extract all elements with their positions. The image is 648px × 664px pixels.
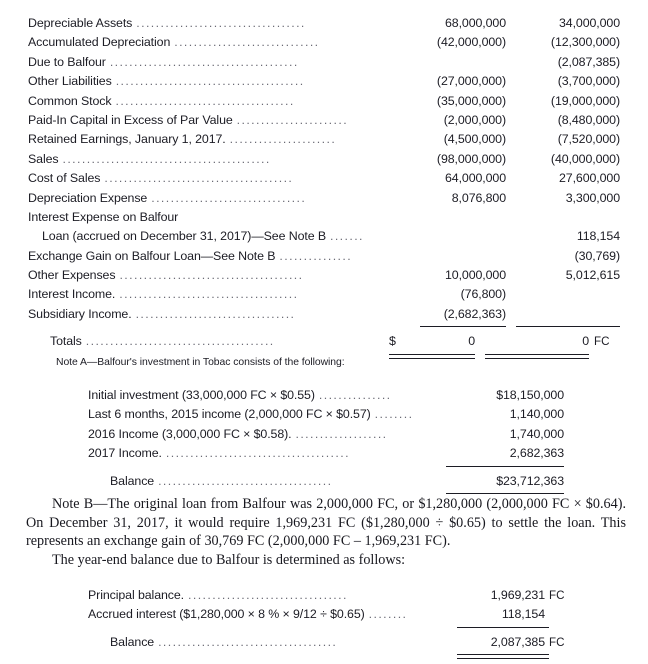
row-value-col2: (12,300,000) xyxy=(550,35,620,50)
row-value-col1: 8,076,800 xyxy=(451,190,506,205)
row-value-col1: (4,500,000) xyxy=(443,132,506,147)
row-value-col2: (19,000,000) xyxy=(550,93,620,108)
dot-leader: ....................................... xyxy=(104,171,294,186)
dot-leader: ................................... xyxy=(136,16,306,30)
dot-leader: ...................................... xyxy=(165,446,350,461)
row-label: Retained Earnings, January 1, 2017. xyxy=(28,132,226,147)
totals-value-col2: 0 xyxy=(582,334,589,349)
note-a-schedule xyxy=(88,388,564,501)
balance-value: 2,087,385 xyxy=(490,634,545,649)
currency-symbol: $ xyxy=(389,334,396,349)
note-a-balance-row xyxy=(88,474,564,493)
row-value: 1,740,000 xyxy=(509,426,564,441)
row-label: 2016 Income (3,000,000 FC × $0.58). xyxy=(88,426,292,441)
row-label: Paid-In Capital in Excess of Par Value xyxy=(28,112,233,127)
row-label: Depreciation Expense xyxy=(28,190,148,205)
table-row xyxy=(28,210,620,229)
row-value-col1: 10,000,000 xyxy=(444,268,506,283)
row-value-col2: 3,300,000 xyxy=(565,190,620,205)
due-balance-double-rule xyxy=(88,654,573,664)
dot-leader: ....... xyxy=(330,229,364,244)
totals-col1-amount: 0 xyxy=(468,334,475,349)
row-label: Exchange Gain on Balfour Loan—See Note B xyxy=(28,248,276,263)
dot-leader: ............... xyxy=(318,388,392,402)
table-row xyxy=(28,268,620,287)
subtotal-rule xyxy=(446,466,564,467)
row-value-col2: (3,700,000) xyxy=(557,74,620,89)
list-item xyxy=(88,588,573,607)
due-balance-row xyxy=(88,635,573,654)
double-rule-col2 xyxy=(485,354,589,359)
dot-leader: ................................. xyxy=(135,306,296,321)
totals-col2-currency-suffix: FC xyxy=(594,335,610,349)
subtotal-rule xyxy=(457,627,549,628)
row-value: 1,140,000 xyxy=(509,407,564,422)
table-row xyxy=(28,74,620,93)
table-row xyxy=(28,35,620,54)
row-label: Other Liabilities xyxy=(28,74,112,89)
row-value-col1: (98,000,000) xyxy=(436,151,506,166)
row-label: Principal balance. xyxy=(88,588,185,602)
balance-value: $23,712,363 xyxy=(496,473,564,488)
row-label: Other Expenses xyxy=(28,268,116,283)
row-value-col1: (2,000,000) xyxy=(443,112,506,127)
subtotal-rule-col2 xyxy=(516,326,620,327)
subtotal-rule xyxy=(28,326,620,334)
row-value-col1: 64,000,000 xyxy=(444,171,506,186)
table-row xyxy=(28,113,620,132)
dot-leader: ..................................... xyxy=(158,634,338,649)
row-label: Sales xyxy=(28,151,59,166)
list-item xyxy=(88,607,573,626)
trial-balance-table xyxy=(28,16,620,364)
dot-leader: ........ xyxy=(368,607,408,622)
subtotal-rule-col1 xyxy=(420,326,506,327)
row-label: Subsidiary Income. xyxy=(28,306,132,321)
table-row xyxy=(28,191,620,210)
dot-leader: ................................. xyxy=(188,588,348,602)
table-row xyxy=(28,171,620,190)
due-subtotal-rule xyxy=(88,627,573,635)
dot-leader: ............... xyxy=(279,248,353,263)
table-row xyxy=(28,287,620,306)
totals-row xyxy=(28,334,620,353)
table-row xyxy=(28,307,620,326)
row-value-col2: (8,480,000) xyxy=(557,112,620,127)
dot-leader: ....................................... xyxy=(85,334,275,349)
list-item xyxy=(88,427,564,446)
currency-suffix: FC xyxy=(549,635,565,649)
table-row xyxy=(28,55,620,74)
currency-suffix: FC xyxy=(549,589,565,602)
row-value-col1: (76,800) xyxy=(460,287,506,302)
row-value-col2: 118,154 xyxy=(576,229,620,244)
row-value-col1: 68,000,000 xyxy=(444,16,506,30)
row-label: Accrued interest ($1,280,000 × 8 % × 9/12 ÷ $0.65) xyxy=(88,607,365,622)
row-value-col2: 27,600,000 xyxy=(558,171,620,186)
row-label: Initial investment (33,000,000 FC × $0.55) xyxy=(88,388,315,402)
note-a-heading: Note A—Balfour's investment in Tobac consists of the following: xyxy=(56,357,345,368)
row-value-col1: (35,000,000) xyxy=(436,93,506,108)
due-to-balfour-schedule xyxy=(88,588,573,664)
row-label: Last 6 months, 2015 income (2,000,000 FC × $0.57) xyxy=(88,407,371,422)
dot-leader: ..................................... xyxy=(119,287,299,302)
row-label: Loan (accrued on December 31, 2017)—See Note B xyxy=(42,229,326,244)
table-row xyxy=(28,16,620,35)
row-label: Common Stock xyxy=(28,93,112,108)
list-item xyxy=(88,407,564,426)
dot-leader: ........ xyxy=(374,407,414,422)
list-item xyxy=(88,388,564,407)
note-b-text xyxy=(26,495,626,569)
row-label: Interest Expense on Balfour xyxy=(28,209,179,224)
double-rule-col1 xyxy=(389,354,475,359)
row-label: Due to Balfour xyxy=(28,54,106,69)
row-value: $18,150,000 xyxy=(496,388,564,402)
table-row xyxy=(28,249,620,268)
row-value-col2: (7,520,000) xyxy=(557,132,620,147)
dot-leader: ....................................... xyxy=(109,54,299,69)
dot-leader: ........................................... xyxy=(62,151,271,166)
dot-leader: ....................................... xyxy=(115,74,305,89)
row-value-col2: (2,087,385) xyxy=(557,54,620,69)
row-value: 2,682,363 xyxy=(509,446,564,461)
dot-leader: .............................. xyxy=(174,35,320,50)
double-rule xyxy=(457,654,549,659)
dot-leader: ...................... xyxy=(229,132,337,147)
row-value-col2: (40,000,000) xyxy=(550,151,620,166)
row-value-col1: (27,000,000) xyxy=(436,74,506,89)
table-row xyxy=(28,132,620,151)
balance-label: Balance xyxy=(110,634,155,649)
row-label: Accumulated Depreciation xyxy=(28,35,171,50)
totals-value-col1 xyxy=(389,334,475,348)
list-item xyxy=(88,446,564,465)
dot-leader: ..................................... xyxy=(115,93,295,108)
row-value-col1: (2,682,363) xyxy=(443,306,506,321)
row-value: 118,154 xyxy=(501,607,545,622)
dot-leader: ...................................... xyxy=(119,268,304,283)
row-value-col2: (30,769) xyxy=(574,248,620,263)
balance-underline xyxy=(446,493,564,494)
note-a-subtotal-rule xyxy=(88,466,564,474)
row-value: 1,969,231 xyxy=(490,588,545,602)
row-value-col1: (42,000,000) xyxy=(436,35,506,50)
dot-leader: ....................... xyxy=(236,112,349,127)
note-b-paragraph-2: The year-end balance due to Balfour is determined as follows: xyxy=(52,551,406,568)
table-row xyxy=(28,229,620,248)
table-row xyxy=(28,94,620,113)
balance-label: Balance xyxy=(110,473,155,488)
row-label: Depreciable Assets xyxy=(28,16,133,30)
row-value-col2: 34,000,000 xyxy=(558,16,620,30)
table-row xyxy=(28,152,620,171)
row-label: 2017 Income. xyxy=(88,446,162,461)
dot-leader: ................................ xyxy=(151,190,307,205)
dot-leader: ................... xyxy=(295,426,388,441)
note-b-paragraph-1: Note B—The original loan from Balfour was 2,000,000 FC, or $1,280,000 (2,000,000 FC × $0.64). On December 31, 2017, it would require 1,969,231 FC ($1,280,000 ÷ $0.65) to settle the loan. This represents an exchange gain of 30,769 FC (2,000,000 FC – 1,969,231 FC). xyxy=(26,496,626,550)
row-label: Interest Income. xyxy=(28,287,116,302)
dot-leader: .................................... xyxy=(158,473,333,488)
row-value-col2: 5,012,615 xyxy=(565,268,620,283)
row-label: Cost of Sales xyxy=(28,171,101,186)
totals-label: Totals xyxy=(50,334,82,349)
